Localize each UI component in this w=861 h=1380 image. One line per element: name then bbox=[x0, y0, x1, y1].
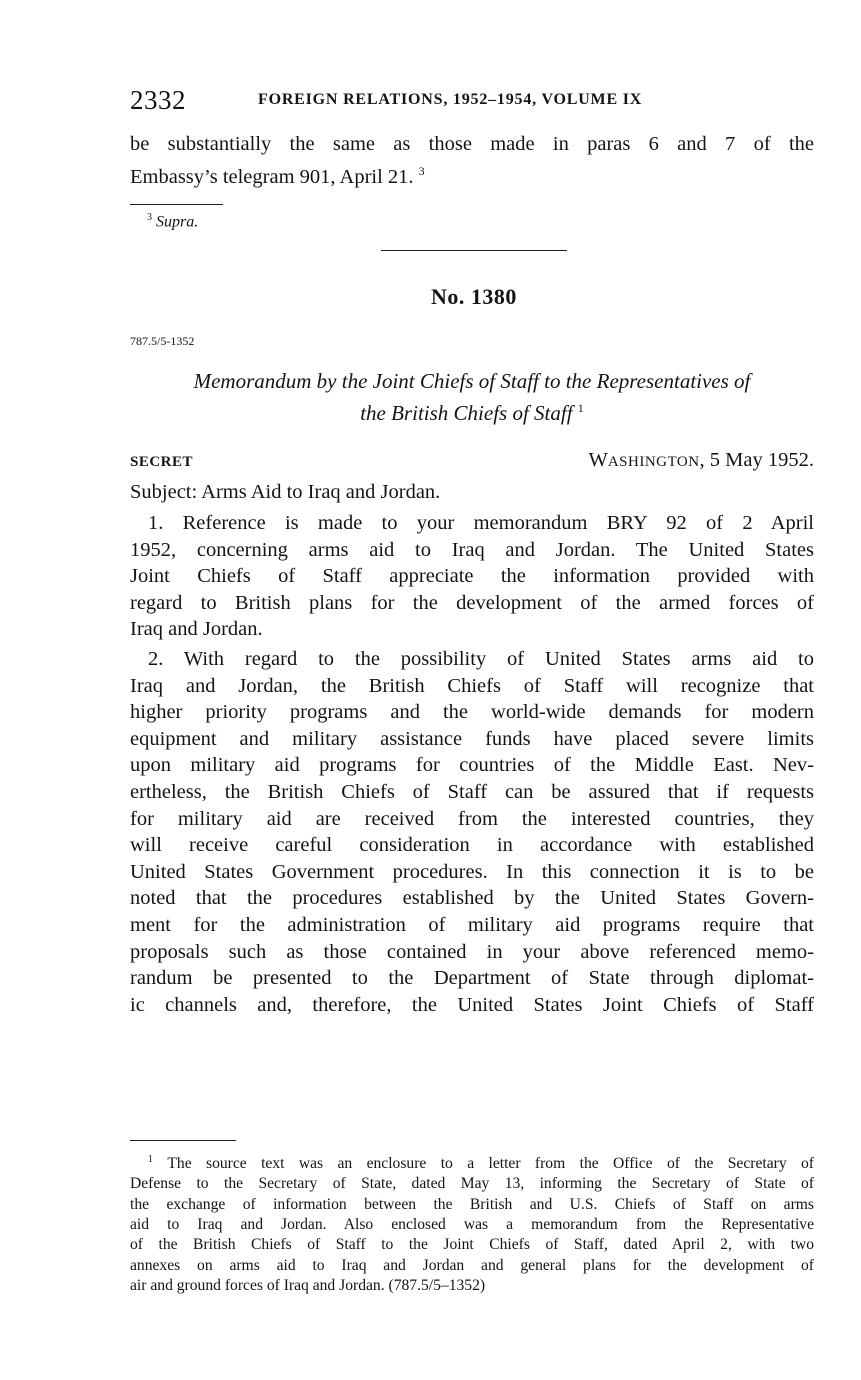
paragraph-line: ment for the administration of military aid programs require that bbox=[130, 913, 814, 936]
dateline-date: , 5 May 1952. bbox=[699, 449, 814, 471]
paragraph-line: Joint Chiefs of Staff appreciate the information provided with bbox=[130, 565, 814, 588]
dateline bbox=[588, 449, 814, 472]
footnote-line: of the British Chiefs of Staff to the Joint Chiefs of Staff, dated April 2, with two bbox=[130, 1236, 814, 1254]
page-number: 2332 bbox=[130, 85, 186, 115]
paragraph-line: 1. Reference is made to your memorandum BRY 92 of 2 April bbox=[148, 512, 814, 534]
carryover-text bbox=[130, 131, 814, 190]
title-line: Memorandum by the Joint Chiefs of Staff to the Representatives of bbox=[193, 369, 751, 393]
footnote-rule bbox=[130, 204, 223, 205]
section-divider bbox=[381, 250, 567, 251]
footnote-marker-1[interactable]: 1 bbox=[577, 401, 584, 415]
footnote-3-marker: 3 bbox=[147, 212, 152, 223]
footnote-line: Defense to the Secretary of State, dated May 13, informing the Secretary of State of bbox=[130, 1175, 814, 1193]
running-head bbox=[130, 84, 820, 116]
footnote-1 bbox=[130, 1150, 814, 1296]
footnote-1-marker: 1 bbox=[148, 1154, 153, 1165]
footnote-marker-3[interactable]: 3 bbox=[418, 163, 425, 178]
paragraph-line: Iraq and Jordan, the British Chiefs of Staff will recognize that bbox=[130, 674, 814, 697]
title-line-text: the British Chiefs of Staff bbox=[360, 401, 573, 425]
footnote-3 bbox=[147, 212, 198, 231]
footnote-line: the exchange of information between the British and U.S. Chiefs of Staff on arms bbox=[130, 1195, 814, 1213]
carryover-line-text: Embassy’s telegram 901, April 21. bbox=[130, 165, 414, 188]
footnote-3-text: Supra. bbox=[156, 213, 199, 231]
paragraph-line: ic channels and, therefore, the United States Joint Chiefs of Staff bbox=[130, 993, 814, 1016]
paragraph-line: United States Government procedures. In this connection it is to be bbox=[130, 860, 814, 883]
carryover-line bbox=[130, 158, 814, 190]
carryover-line: be substantially the same as those made in paras 6 and 7 of the bbox=[130, 133, 814, 155]
footnote-line bbox=[130, 1150, 814, 1174]
subject-line: Subject: Arms Aid to Iraq and Jordan. bbox=[130, 481, 441, 503]
paragraph-line: ertheless, the British Chiefs of Staff can be assured that if requests bbox=[130, 780, 814, 803]
paragraph-line: will receive careful consideration in accordance with established bbox=[130, 834, 814, 857]
paragraph-line: proposals such as those contained in your above referenced memo- bbox=[130, 940, 814, 963]
paragraph-line: equipment and military assistance funds have placed severe limits bbox=[130, 727, 814, 750]
document-title bbox=[130, 368, 814, 427]
paragraph-line: regard to British plans for the development of the armed forces of bbox=[130, 591, 814, 614]
document-number: No. 1380 bbox=[431, 284, 517, 309]
footnote-rule bbox=[130, 1140, 236, 1141]
paragraph-line: upon military aid programs for countries of the Middle East. Nev- bbox=[130, 754, 814, 777]
paragraph-2 bbox=[130, 646, 814, 1018]
running-title: FOREIGN RELATIONS, 1952–1954, VOLUME IX bbox=[258, 91, 643, 108]
dateline-place-rest: ASHINGTON bbox=[607, 454, 700, 470]
paragraph-line: 1952, concerning arms aid to Iraq and Jordan. The United States bbox=[130, 538, 814, 561]
footnote-line: aid to Iraq and Jordan. Also enclosed was a memorandum from the Representative bbox=[130, 1216, 814, 1234]
paragraph-line: higher priority programs and the world-wide demands for modern bbox=[130, 701, 814, 724]
footnote-line: air and ground forces of Iraq and Jordan. (787.5/5–1352) bbox=[130, 1276, 486, 1294]
classification-label: SECRET bbox=[130, 454, 194, 470]
paragraph-line: Iraq and Jordan. bbox=[130, 618, 263, 641]
footnote-line: annexes on arms aid to Iraq and Jordan and general plans for the development of bbox=[130, 1256, 814, 1274]
paragraph-line: noted that the procedures established by the United States Govern- bbox=[130, 887, 814, 910]
paragraph-line: for military aid are received from the interested countries, they bbox=[130, 807, 814, 830]
dateline-place-initial: W bbox=[588, 449, 608, 471]
footnote-line-text: The source text was an enclosure to a letter from the Office of the Secretary of bbox=[167, 1155, 815, 1173]
file-reference: 787.5/5-1352 bbox=[130, 334, 195, 348]
paragraph-line: 2. With regard to the possibility of United States arms aid to bbox=[148, 648, 814, 670]
paragraph-line: randum be presented to the Department of State through diplomat- bbox=[130, 967, 814, 990]
paragraph-1 bbox=[130, 510, 814, 643]
title-line bbox=[130, 395, 814, 427]
